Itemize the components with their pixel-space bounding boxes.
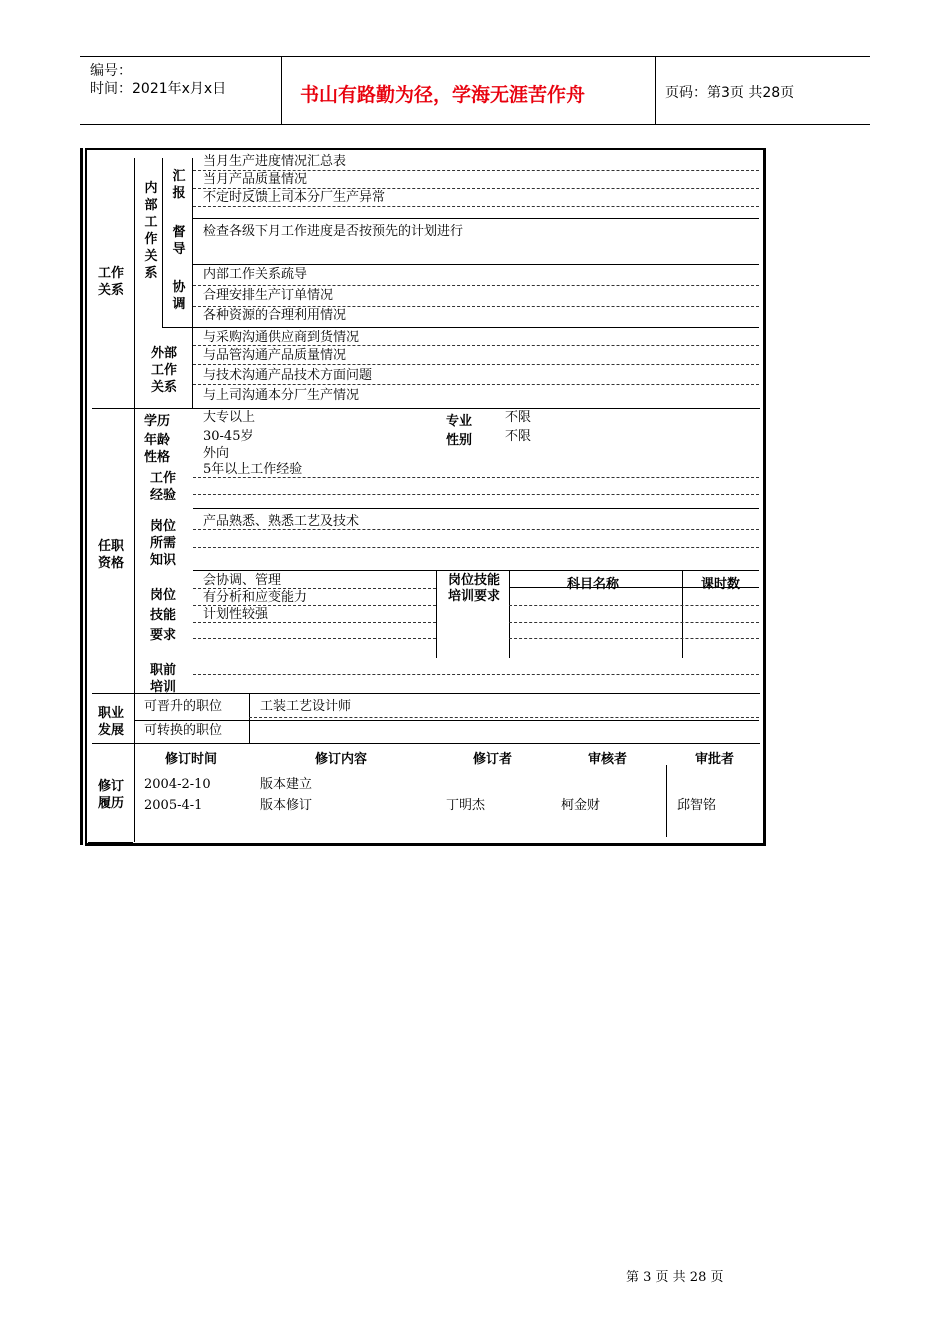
revision-content: 版本修订 [260, 798, 313, 813]
dashed-line [193, 529, 759, 530]
section-label-career: 职业发展 [97, 706, 124, 738]
gender-value: 不限 [505, 429, 532, 444]
internal-relations-label: 内部工作关系 [144, 181, 158, 281]
section-separator [92, 693, 760, 694]
training-divider [436, 570, 437, 658]
header-top-line [80, 56, 870, 57]
dashed-line [193, 188, 759, 189]
external-item: 与技术沟通产品技术方面问题 [203, 368, 373, 383]
skills-label: 岗位技能要求 [150, 588, 177, 643]
external-item: 与采购沟通供应商到货情况 [203, 330, 360, 345]
skill-item: 会协调、管理 [203, 573, 282, 588]
header-divider [281, 56, 282, 124]
header-bottom-line [80, 124, 870, 125]
approver-divider [666, 765, 667, 837]
training-divider [509, 570, 510, 658]
row-separator [193, 264, 759, 265]
report-item: 不定时反馈上司本分厂生产异常 [203, 190, 386, 205]
dashed-line [193, 170, 759, 171]
dashed-line [193, 364, 759, 365]
header-slogan: 书山有路勤为径，学海无涯苦作舟 [300, 84, 586, 106]
knowledge-value: 产品熟悉、熟悉工艺及技术 [203, 514, 360, 529]
row-separator [163, 327, 759, 328]
revision-content-header: 修订内容 [315, 752, 368, 767]
row-separator [193, 218, 759, 219]
row-separator [134, 720, 759, 721]
dashed-line [193, 674, 759, 675]
gender-label: 性别 [446, 433, 473, 448]
transfer-label: 可转换的职位 [144, 723, 223, 738]
dashed-line [193, 605, 436, 606]
major-value: 不限 [505, 410, 532, 425]
revision-date: 2004-2-10 [144, 777, 211, 792]
experience-label: 工作经验 [150, 471, 177, 503]
revision-date-header: 修订时间 [165, 752, 218, 767]
education-value: 大专以上 [203, 410, 256, 425]
dashed-line [509, 638, 759, 639]
skill-item: 计划性较强 [203, 607, 269, 622]
external-item: 与品管沟通产品质量情况 [203, 348, 347, 363]
dashed-line [193, 588, 436, 589]
training-requirement-label: 岗位技能培训要求 [447, 573, 500, 604]
personality-value: 外向 [203, 446, 230, 461]
job-description-table [85, 148, 766, 846]
dashed-line [193, 547, 759, 548]
approver-header: 审批者 [695, 752, 735, 767]
career-divider [249, 694, 250, 743]
external-relations-label: 外部工作关系 [150, 346, 177, 395]
report-item: 当月产品质量情况 [203, 172, 308, 187]
reviser-header: 修订者 [473, 752, 513, 767]
section-label-qualifications: 任职资格 [97, 539, 124, 571]
section-label-work-relations: 工作关系 [97, 266, 124, 298]
section-label-divider [134, 158, 135, 842]
coordinate-label: 协调 [172, 280, 186, 312]
report-item: 当月生产进度情况汇总表 [203, 154, 347, 169]
dashed-line [193, 622, 436, 623]
section-separator [92, 743, 760, 744]
dashed-line [193, 494, 759, 495]
revision-date: 2005-4-1 [144, 798, 203, 813]
dashed-line [249, 717, 759, 718]
coordinate-item: 各种资源的合理利用情况 [203, 308, 347, 323]
row-separator [193, 570, 759, 571]
revision-content: 版本建立 [260, 777, 313, 792]
document-number-label: 编号： [90, 63, 132, 79]
dashed-line [193, 345, 759, 346]
dashed-line [193, 384, 759, 385]
class-hours-header: 课时数 [701, 577, 741, 592]
coordinate-item: 合理安排生产订单情况 [203, 288, 334, 303]
dashed-line [193, 285, 759, 286]
document-time-label: 时间：2021年x月x日 [90, 81, 227, 97]
section-label-revisions: 修订履历 [97, 779, 124, 811]
table-left-rule [80, 148, 83, 845]
training-header-line [509, 587, 759, 588]
promotion-value: 工装工艺设计师 [260, 699, 352, 714]
revision-approver: 邱智铭 [677, 798, 717, 813]
footer-page-number: 第 3 页 共 28 页 [626, 1270, 724, 1285]
category-divider [192, 158, 193, 328]
age-label: 年龄 [144, 433, 171, 448]
external-item: 与上司沟通本分厂生产情况 [203, 388, 360, 403]
subject-name-header: 科目名称 [567, 577, 620, 592]
dashed-line [509, 622, 759, 623]
training-divider [682, 570, 683, 658]
category-divider [192, 328, 193, 408]
page-indicator: 页码：第3页 共28页 [665, 85, 795, 101]
reviewer-header: 审核者 [588, 752, 628, 767]
supervise-item: 检查各级下月工作进度是否按预先的计划进行 [203, 224, 464, 239]
dashed-line [193, 477, 759, 478]
section-separator [88, 842, 133, 844]
supervise-label: 督导 [172, 225, 186, 257]
personality-label: 性格 [144, 450, 171, 465]
promotion-label: 可晋升的职位 [144, 699, 223, 714]
internal-divider [162, 158, 163, 328]
report-label: 汇报 [172, 169, 186, 201]
skill-item: 有分析和应变能力 [203, 590, 308, 605]
header-divider [655, 56, 656, 124]
age-value: 30-45岁 [203, 429, 254, 444]
revision-reviewer: 柯金财 [561, 798, 601, 813]
section-separator [92, 408, 760, 409]
dashed-line [193, 638, 436, 639]
experience-value: 5年以上工作经验 [203, 462, 303, 477]
row-separator [193, 508, 759, 509]
education-label: 学历 [144, 414, 171, 429]
major-label: 专业 [446, 414, 473, 429]
dashed-line [509, 605, 759, 606]
revision-reviser: 丁明杰 [446, 798, 486, 813]
dashed-line [193, 206, 759, 207]
dashed-line [193, 306, 759, 307]
knowledge-label: 岗位所需知识 [150, 519, 177, 568]
coordinate-item: 内部工作关系疏导 [203, 267, 308, 282]
pre-training-label: 职前培训 [150, 663, 177, 695]
